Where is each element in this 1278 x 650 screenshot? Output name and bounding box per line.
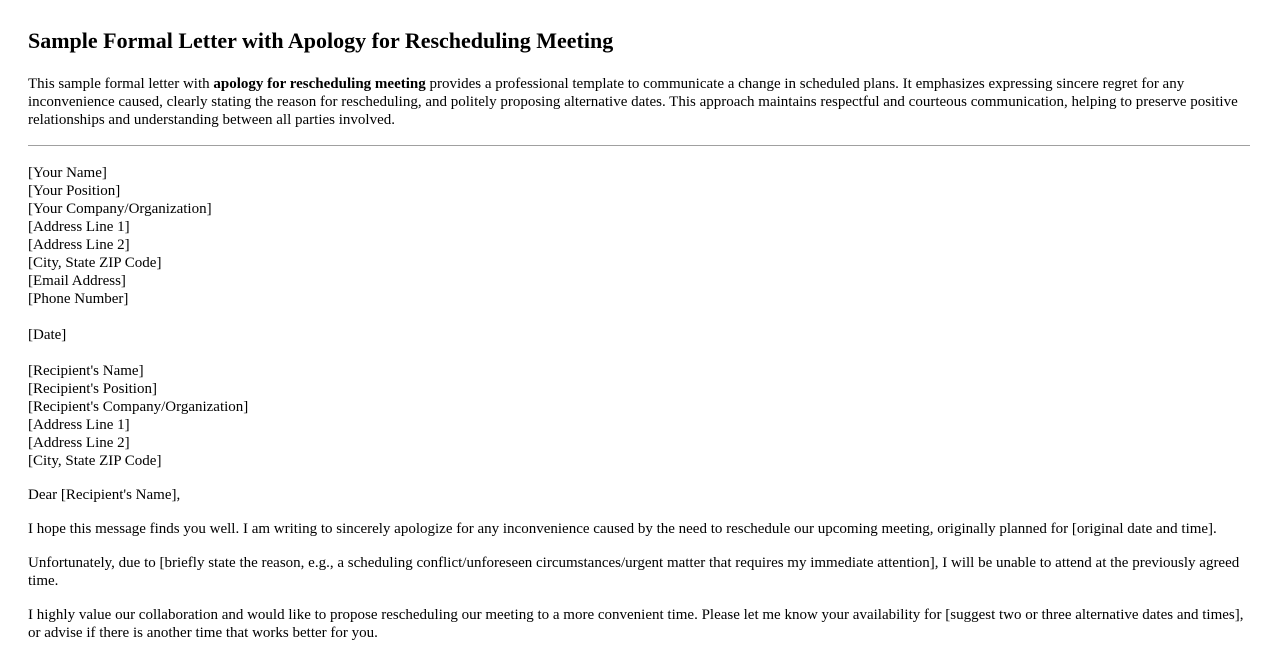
intro-text-end: provides a professional template to communicate a change in scheduled plans. It emphasizes expressing sincere regret for any inconvenience caused, clearly stating the reason for rescheduling, and politely proposing alternative dates. This approach maintains respectful and courteous communication, helping to preserve positive relationships and understanding between all parties involved. (28, 76, 1238, 128)
section-divider (28, 145, 1250, 146)
intro-keyword: apology for rescheduling meeting (213, 76, 426, 92)
sender-phone: [Phone Number] (28, 291, 129, 307)
intro-text-start: This sample formal letter with (28, 76, 214, 92)
recipient-address-line-2: [Address Line 2] (28, 435, 130, 451)
recipient-city-state-zip: [City, State ZIP Code] (28, 453, 162, 469)
letter-date: [Date] (28, 327, 67, 343)
sender-position: [Your Position] (28, 183, 121, 199)
sender-city-state-zip: [City, State ZIP Code] (28, 255, 162, 271)
letter-body (28, 164, 1250, 642)
body-paragraph: I hope this message finds you well. I am writing to sincerely apologize for any inconvenience caused by the need to reschedule our upcoming meeting, originally planned for [original date and time]. (28, 521, 1217, 537)
recipient-address-block (28, 362, 1250, 470)
sender-address-line-2: [Address Line 2] (28, 237, 130, 253)
recipient-address-line-1: [Address Line 1] (28, 417, 130, 433)
sender-name: [Your Name] (28, 165, 107, 181)
recipient-name: [Recipient's Name] (28, 363, 144, 379)
sender-address-block (28, 164, 1250, 308)
body-paragraph: I highly value our collaboration and would like to propose rescheduling our meeting to a more convenient time. Please let me know your availability for [suggest two or three alternative dates and times], or advise if there is another time that works better for you. (28, 607, 1244, 641)
sender-company: [Your Company/Organization] (28, 201, 212, 217)
intro-paragraph (28, 75, 1238, 129)
recipient-company: [Recipient's Company/Organization] (28, 399, 249, 415)
page-title: Sample Formal Letter with Apology for Rescheduling Meeting (28, 28, 614, 53)
recipient-position: [Recipient's Position] (28, 381, 157, 397)
sender-address-line-1: [Address Line 1] (28, 219, 130, 235)
sender-email: [Email Address] (28, 273, 126, 289)
body-paragraph: Unfortunately, due to [briefly state the reason, e.g., a scheduling conflict/unforeseen circumstances/urgent matter that requires my immediate attention], I will be unable to attend at the previously agreed time. (28, 555, 1240, 589)
salutation: Dear [Recipient's Name], (28, 487, 181, 503)
